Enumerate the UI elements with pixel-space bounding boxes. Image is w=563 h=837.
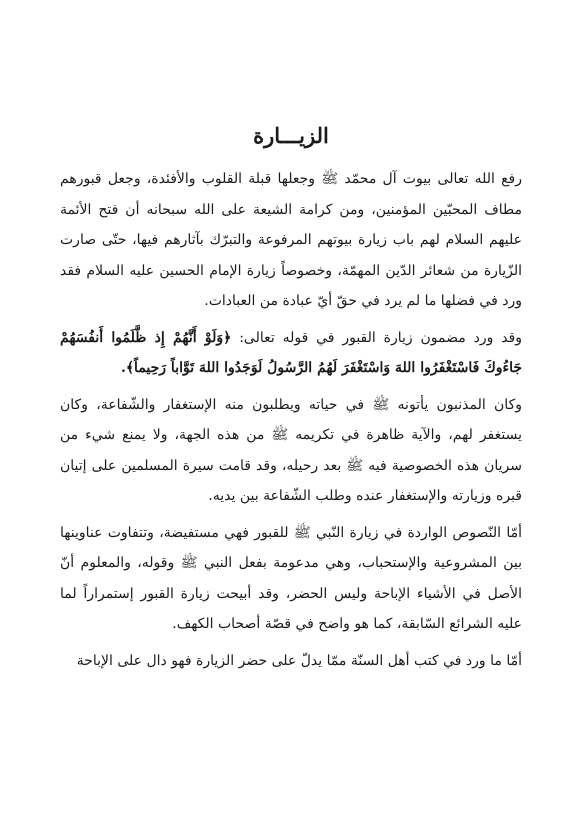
paragraph-text: رفع الله تعالى بيوت آل محمّد ﷺ وجعلها قبلة القلوب والأفئدة، وجعل قبورهم مطاف المحبّين المؤمنين، ومن كرامة الشيعة على الله سبحانه أن فتح الأئمة عليهم السلام لهم باب زيارة بيوتهم المرفوعة والتبرّك بآثارهم فيها، حتّى صارت الزّيارة من شعائر الدّين المهمّة، وخصوصاً زيارة الإمام الحسين عليه السلام فقد ورد في فضلها ما لم يرد في حقّ أيّ عبادة من العبادات. <box>60 171 522 309</box>
quran-verse: ﴿وَلَوْ أَنَّهُمْ إِذ ظَّلَمُوا أَنفُسَهُمْ جَاءُوكَ فَاسْتَغْفَرُوا اللهَ وَاسْتَغْفَرَ لَهُمُ الرَّسُولُ لَوَجَدُوا اللهَ تَوَّاباً رَحِيماً﴾. <box>60 329 522 376</box>
paragraph-4 <box>60 518 522 640</box>
paragraph-text: وقد ورد مضمون زيارة القبور في قوله تعالى: <box>239 329 522 346</box>
paragraph-text: وكان المذنبون يأتونه ﷺ في حياته ويطلبون منه الإستغفار والشّفاعة، وكان يستغفر لهم، والآية ظاهرة في تكريمه ﷺ من هذه الجهة، ولا يمنع شيء من سريان هذه الخصوصية فيه ﷺ بعد رحيله، وقد قامت سيرة المسلمين على إتيان قبره وزيارته والإستغفار عنده وطلب الشّفاعة بين يديه. <box>60 396 522 504</box>
document-page <box>60 120 522 676</box>
paragraph-1 <box>60 164 522 317</box>
paragraph-5 <box>60 646 522 677</box>
page-title: الزيـــارة <box>253 123 329 148</box>
paragraph-text: أمّا ما ورد في كتب أهل السنّة ممّا يدلّ على حضر الزيارة فهو دال على الإباحة <box>76 652 522 669</box>
paragraph-2 <box>60 323 522 384</box>
paragraph-3 <box>60 390 522 512</box>
paragraph-text: أمّا النّصوص الواردة في زيارة النّبي ﷺ للقبور فهي مستفيضة، وتتفاوت عناوينها بين المشروعية والإستحباب، وهي مدعومة بفعل النبي ﷺ وقوله، والمعلوم أنّ الأصل في الأشياء الإباحة وليس الحضر، وقد أبيحت زيارة القبور إستمراراً لما عليه الشرائع السّابقة، كما هو واضح في قصّة أصحاب الكهف. <box>60 524 522 632</box>
